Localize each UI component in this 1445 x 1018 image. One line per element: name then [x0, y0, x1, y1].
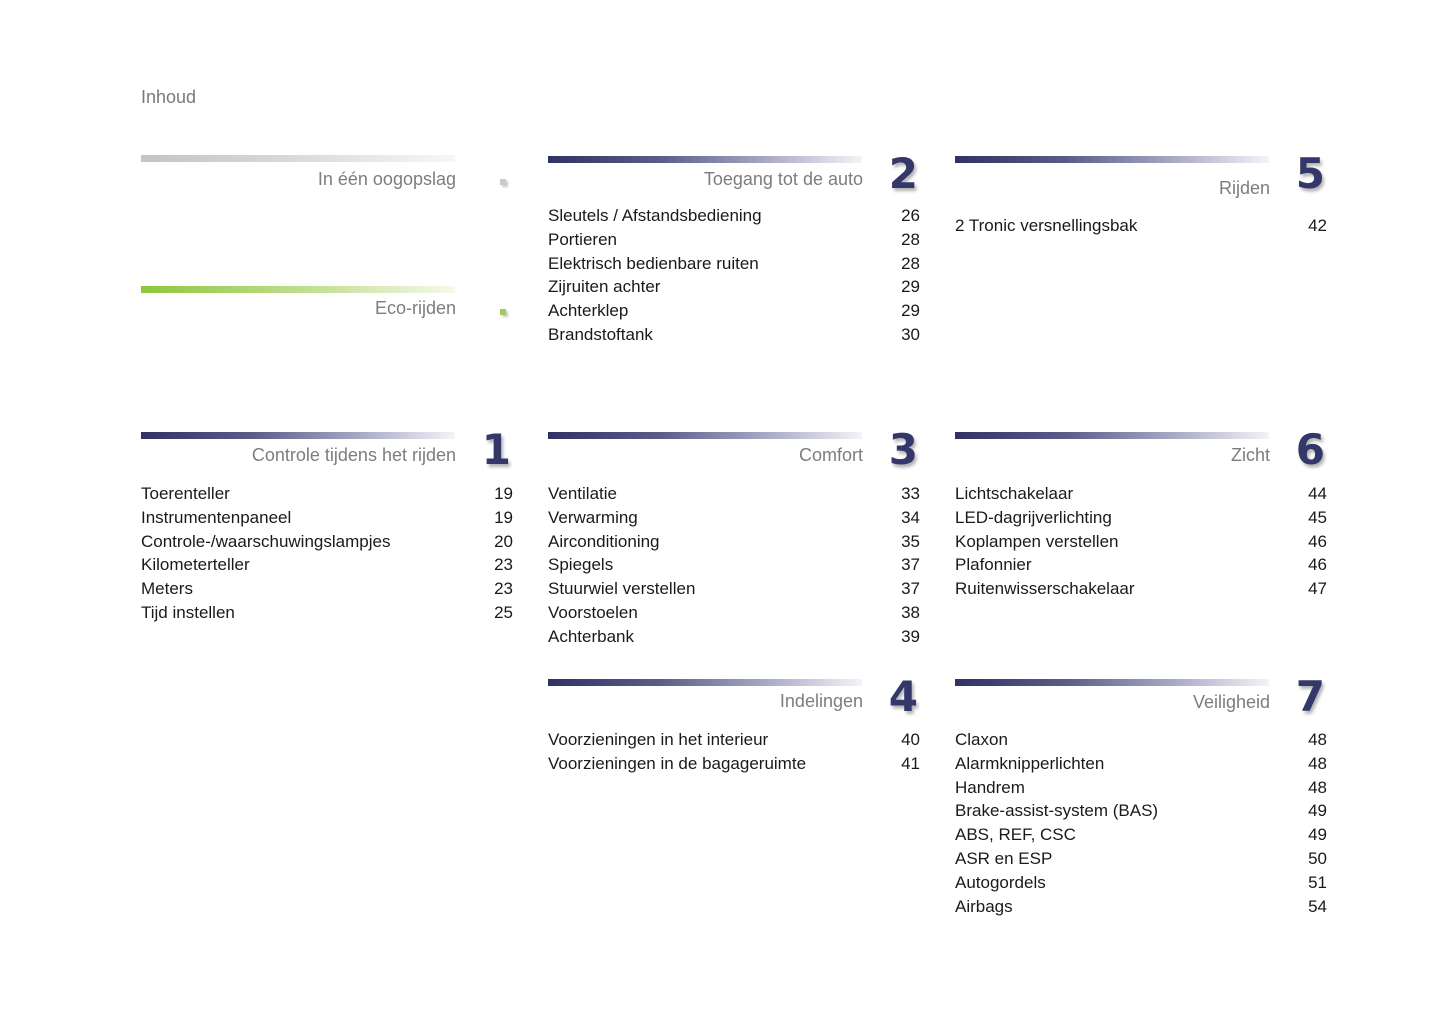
toc-entry-label: ASR en ESP — [955, 848, 1053, 868]
toc-entry-page-number: 37 — [901, 555, 920, 575]
toc-entry-page-number: 29 — [901, 301, 920, 321]
toc-entry[interactable] — [955, 214, 1327, 238]
toc-entry-label: Controle-/waarschuwingslampjes — [141, 531, 391, 551]
section-veiligheid — [955, 672, 1327, 929]
toc-entry-label: Meters — [141, 579, 193, 599]
toc-entry-label: ABS, REF, CSC — [955, 825, 1076, 845]
toc-entry[interactable] — [548, 601, 920, 625]
toc-list — [141, 482, 513, 625]
section-number: 7 — [1295, 672, 1325, 721]
toc-entry-page-number: 23 — [494, 579, 513, 599]
section-number: 1 — [481, 425, 511, 474]
toc-entry[interactable] — [548, 204, 920, 228]
toc-entry-label: Achterbank — [548, 626, 634, 646]
section-in-een-oogopslag — [141, 155, 513, 195]
toc-entry[interactable] — [955, 506, 1327, 530]
toc-entry-page-number: 28 — [901, 253, 920, 273]
section-title[interactable]: Veiligheid — [1192, 692, 1270, 712]
toc-entry-label: Elektrisch bedienbare ruiten — [548, 253, 759, 273]
toc-list — [548, 728, 920, 776]
toc-entry[interactable] — [141, 601, 513, 625]
toc-entry-label: Voorstoelen — [548, 602, 638, 622]
toc-entry-label: Spiegels — [548, 555, 614, 575]
toc-entry[interactable] — [955, 823, 1327, 847]
section-comfort — [548, 425, 920, 652]
toc-entry-label: Kilometerteller — [141, 555, 250, 575]
section-header-bar — [548, 432, 862, 439]
toc-entry[interactable] — [141, 506, 513, 530]
toc-entry-page-number: 46 — [1308, 555, 1327, 575]
section-header-bar — [548, 156, 862, 163]
toc-entry[interactable] — [141, 482, 513, 506]
section-number: 2 — [888, 149, 918, 198]
section-header-bar — [141, 432, 455, 439]
section-rijden — [955, 149, 1327, 256]
toc-entry[interactable] — [548, 553, 920, 577]
section-title[interactable]: Controle tijdens het rijden — [251, 445, 456, 465]
toc-entry-label: Stuurwiel verstellen — [548, 579, 696, 599]
section-title[interactable]: Zicht — [1230, 445, 1270, 465]
toc-entry-label: Ventilatie — [548, 484, 617, 503]
toc-entry[interactable] — [955, 776, 1327, 800]
toc-entry-page-number: 30 — [901, 324, 920, 344]
toc-entry[interactable] — [955, 895, 1327, 919]
toc-entry-page-number: 39 — [901, 626, 920, 646]
toc-entry[interactable] — [955, 553, 1327, 577]
toc-entry[interactable] — [955, 752, 1327, 776]
toc-entry-page-number: 29 — [901, 277, 920, 297]
toc-entry-page-number: 34 — [901, 507, 920, 527]
section-title[interactable]: Eco-rijden — [374, 298, 456, 318]
toc-entry-page-number: 20 — [494, 531, 513, 551]
section-eco-rijden — [141, 286, 513, 326]
toc-entry[interactable] — [955, 871, 1327, 895]
section-header-bar — [955, 432, 1269, 439]
toc-entry-page-number: 19 — [494, 507, 513, 527]
toc-entry-label: Voorzieningen in het interieur — [548, 730, 769, 749]
toc-entry[interactable] — [548, 728, 920, 752]
toc-entry-label: Voorzieningen in de bagageruimte — [548, 753, 807, 773]
toc-entry-page-number: 48 — [1308, 777, 1327, 797]
toc-entry-page-number: 45 — [1308, 507, 1327, 527]
toc-entry[interactable] — [955, 577, 1327, 601]
toc-entry[interactable] — [955, 482, 1327, 506]
section-number: 5 — [1295, 149, 1325, 198]
toc-entry-page-number: 37 — [901, 579, 920, 599]
toc-entry-label: Ruitenwisserschakelaar — [955, 579, 1135, 599]
toc-entry-label: Handrem — [955, 777, 1025, 797]
toc-list — [955, 482, 1327, 601]
toc-entry[interactable] — [955, 799, 1327, 823]
toc-entry-label: Koplampen verstellen — [955, 531, 1119, 551]
section-marker-square — [500, 309, 506, 315]
toc-entry-page-number: 28 — [901, 229, 920, 249]
toc-entry-page-number: 44 — [1308, 484, 1327, 503]
toc-entry[interactable] — [548, 275, 920, 299]
toc-entry-label: Brake-assist-system (BAS) — [955, 801, 1159, 821]
section-indelingen — [548, 672, 920, 779]
section-toegang — [548, 149, 920, 356]
toc-entry-page-number: 41 — [901, 753, 920, 773]
section-header-bar — [955, 679, 1269, 686]
toc-entry-page-number: 42 — [1308, 216, 1327, 235]
section-title[interactable]: Indelingen — [779, 691, 863, 711]
toc-entry[interactable] — [548, 228, 920, 252]
section-controle — [141, 425, 513, 632]
toc-entry-page-number: 49 — [1308, 825, 1327, 845]
section-title[interactable]: Toegang tot de auto — [703, 169, 863, 189]
toc-entry-label: Instrumentenpaneel — [141, 507, 292, 527]
toc-entry-page-number: 50 — [1308, 848, 1327, 868]
section-header-bar — [141, 155, 455, 162]
toc-list — [548, 204, 920, 347]
toc-entry-label: Verwarming — [548, 507, 638, 527]
toc-entry-label: Alarmknipperlichten — [955, 753, 1105, 773]
toc-entry-label: Airconditioning — [548, 531, 660, 551]
toc-entry-label: Portieren — [548, 229, 617, 249]
toc-entry-page-number: 54 — [1308, 896, 1327, 916]
toc-entry-label: LED-dagrijverlichting — [955, 507, 1112, 527]
section-header-bar — [955, 156, 1269, 163]
toc-entry-label: Achterklep — [548, 301, 629, 321]
toc-entry[interactable] — [955, 847, 1327, 871]
toc-entry[interactable] — [548, 530, 920, 554]
toc-entry-page-number: 23 — [494, 555, 513, 575]
toc-entry-page-number: 48 — [1308, 730, 1327, 749]
toc-entry[interactable] — [955, 728, 1327, 752]
section-header-bar — [548, 679, 862, 686]
toc-entry-page-number: 38 — [901, 602, 920, 622]
toc-entry-page-number: 47 — [1308, 579, 1327, 599]
section-zicht — [955, 425, 1327, 612]
toc-entry-page-number: 40 — [901, 730, 920, 749]
toc-entry-page-number: 49 — [1308, 801, 1327, 821]
toc-entry-label: Sleutels / Afstandsbediening — [548, 206, 762, 225]
toc-entry[interactable] — [548, 323, 920, 347]
toc-entry[interactable] — [141, 577, 513, 601]
toc-entry-label: Lichtschakelaar — [955, 484, 1074, 503]
toc-list — [955, 214, 1327, 238]
page-title: Inhoud — [141, 87, 197, 107]
section-title[interactable]: In één oogopslag — [317, 169, 456, 189]
section-title[interactable]: Rijden — [1218, 178, 1270, 198]
section-header-bar — [141, 286, 455, 293]
section-number: 4 — [888, 672, 918, 721]
toc-entry-label: Tijd instellen — [141, 602, 235, 622]
toc-list — [955, 728, 1327, 918]
toc-entry-label: Claxon — [955, 730, 1008, 749]
toc-entry-page-number: 35 — [901, 531, 920, 551]
toc-entry[interactable] — [141, 553, 513, 577]
toc-entry[interactable] — [548, 625, 920, 649]
toc-entry-page-number: 51 — [1308, 872, 1327, 892]
toc-entry[interactable] — [548, 482, 920, 506]
section-title[interactable]: Comfort — [798, 445, 863, 465]
toc-entry-label: Plafonnier — [955, 555, 1032, 575]
toc-entry-page-number: 48 — [1308, 753, 1327, 773]
toc-entry-page-number: 25 — [494, 602, 513, 622]
toc-entry[interactable] — [141, 530, 513, 554]
toc-entry-label: Zijruiten achter — [548, 277, 661, 297]
toc-entry[interactable] — [548, 299, 920, 323]
toc-entry-label: Brandstoftank — [548, 324, 653, 344]
toc-entry-page-number: 26 — [901, 206, 920, 225]
toc-entry-label: Autogordels — [955, 872, 1046, 892]
toc-entry[interactable] — [548, 577, 920, 601]
toc-entry[interactable] — [955, 530, 1327, 554]
toc-entry-page-number: 19 — [494, 484, 513, 503]
toc-entry[interactable] — [548, 252, 920, 276]
section-number: 6 — [1295, 425, 1325, 474]
toc-entry-page-number: 33 — [901, 484, 920, 503]
toc-entry-label: 2 Tronic versnellingsbak — [955, 216, 1138, 235]
section-marker-square — [500, 179, 506, 185]
toc-entry[interactable] — [548, 506, 920, 530]
toc-list — [548, 482, 920, 649]
section-number: 3 — [888, 425, 918, 474]
toc-entry[interactable] — [548, 752, 920, 776]
toc-entry-page-number: 46 — [1308, 531, 1327, 551]
toc-entry-label: Airbags — [955, 896, 1013, 916]
toc-entry-label: Toerenteller — [141, 484, 230, 503]
